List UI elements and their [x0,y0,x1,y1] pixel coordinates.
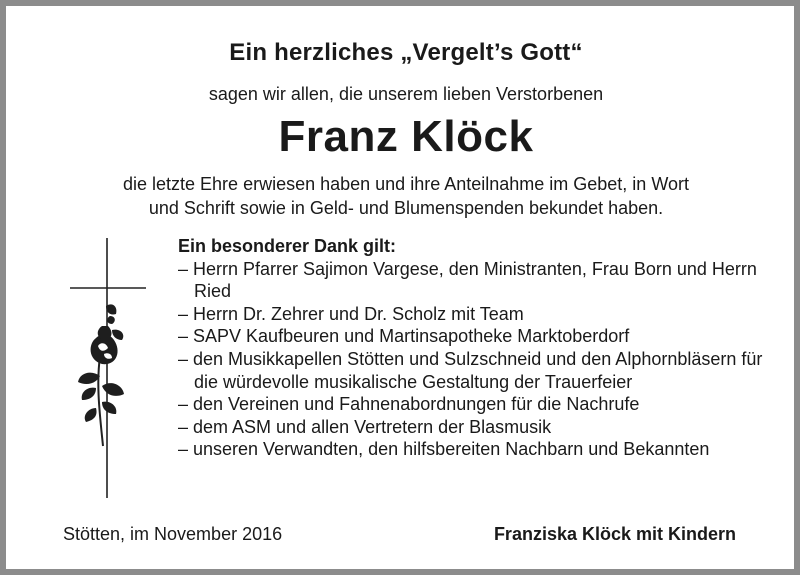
place-date: Stötten, im November 2016 [63,524,283,544]
deceased-name: Franz Klöck [278,112,534,161]
thanks-item: – SAPV Kaufbeuren und Martinsapotheke Marktoberdorf [178,326,630,347]
thanks-item: – Herrn Dr. Zehrer und Dr. Scholz mit Team [178,303,524,324]
thanks-item: – Herrn Pfarrer Sajimon Vargese, den Ministranten, Frau Born und Herrn Ried [178,258,757,302]
intro-text: sagen wir allen, die unserem lieben Verstorbenen [208,84,604,104]
thanks-item: – dem ASM und allen Vertretern der Blasmusik [178,416,552,437]
heading: Ein herzliches „Vergelt’s Gott“ [229,39,583,66]
thanks-section [178,235,778,461]
thanks-item: – unseren Verwandten, den hilfsbereiten Nachbarn und Bekannten [178,439,710,460]
cross-with-rose-icon [66,236,156,501]
thanks-item: – den Musikkapellen Stötten und Sulzschneid und den Alphornbläsern für die würdevolle musikalische Gestaltung der Trauerfeier [178,348,763,392]
thanks-title: Ein besonderer Dank gilt: [178,236,397,256]
thanks-item: – den Vereinen und Fahnenabordnungen für die Nachrufe [178,394,640,415]
signature: Franziska Klöck mit Kindern [493,524,736,544]
body-line-2: und Schrift sowie in Geld- und Blumenspenden bekundet haben. [148,198,664,218]
body-line-1: die letzte Ehre erwiesen haben und ihre Anteilnahme im Gebet, in Wort [123,174,689,194]
